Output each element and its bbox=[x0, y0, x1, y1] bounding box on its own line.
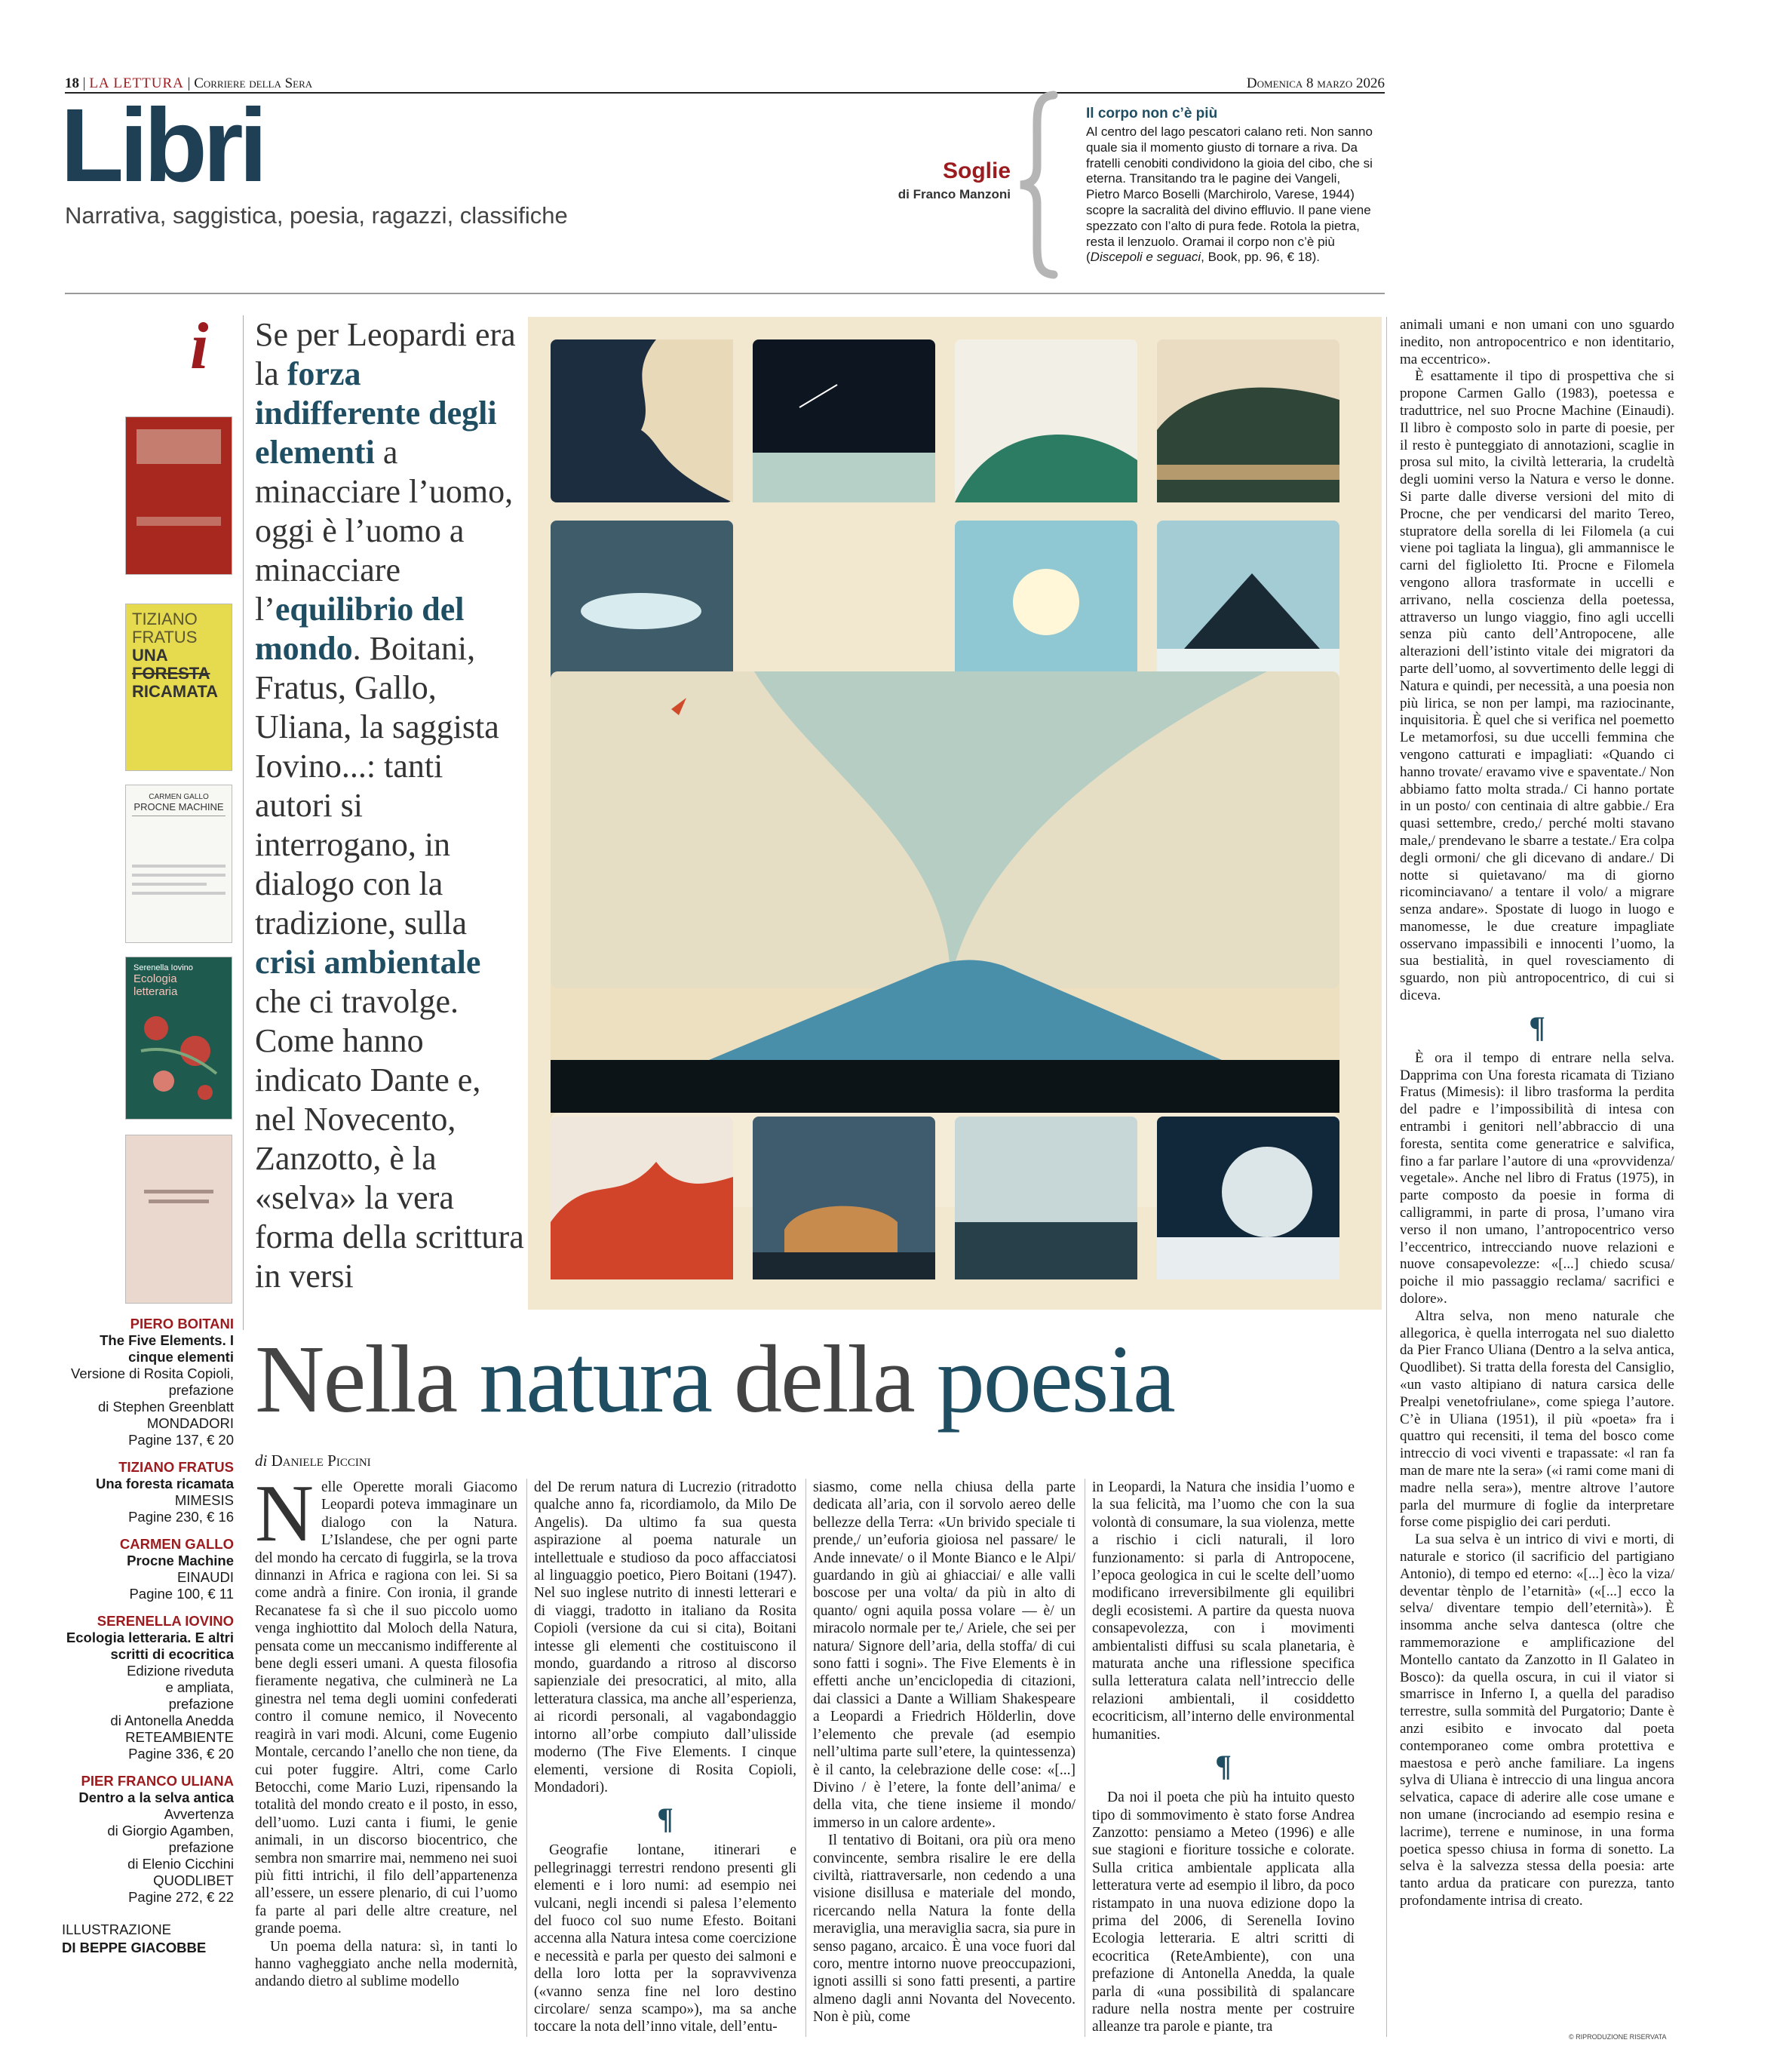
intro-text: Se per Leopardi era la forza indifferente degli elementi a minacciare l’uomo, oggi è l’uomo a minacciare l’equilibrio del mondo. Boitani, Fratus, Gallo, Uliana, la saggista Iovino...: tanti autori si interrogano, in dialogo con la tradizione, sulla crisi ambientale che ci travolge. Come hanno indicato Dante e, nel Novecento, Zanzotto, è la «selva» la vera forma della scrittura in versi bbox=[255, 316, 524, 1295]
tile-forest bbox=[1157, 339, 1339, 502]
header-rule bbox=[65, 293, 1385, 294]
column-divider bbox=[526, 1479, 527, 2037]
article-column-2: del De rerum natura di Lucrezio (ritradotto qualche anno fa, ricordiamolo, da Milo De Angelis). Da ultimo fa sua questa aspirazione al poema naturale un intellettuale e studioso da poco affacciatosi al linguaggio poetico, Piero Boitani (1947). Nel suo inglese nutrito di innesti letterari e di viaggi, tradotto in italiano da Rosita Copioli (versione da cui si cita), Boitani intesse gli elementi che costituiscono il mondo, guardando a ritroso al discorso sapienziale dei presocratici, al mito, alla letteratura classica, ma anche all’esperienza, ai ricordi personali, al vagabondaggio intorno all’orbe compiuto dall’ulisside moderno (The Five Elements. I cinque elementi, versione di Rosita Copioli, Mondadori). ¶ Geografie lontane, itinerari e pellegrinaggi terrestri rendono presenti gli elementi e i loro numi: ad esempio nei vulcani, negli incendi si palesa l’elemento del fuoco col suo nume Efesto. Boitani accenna alla Natura intesa come coercizione e necessità e parla per questo dei salmoni e della loro lotta per la sopravvivenza («vanno senza fine nel loro destino circolare/ senza scampo»), ma sa anche toccare la nota dell’inno vitale, dell’entu- bbox=[534, 1479, 796, 2035]
tile-green-hill bbox=[955, 339, 1137, 502]
column-divider bbox=[243, 315, 244, 1330]
book-cover-boitani bbox=[125, 416, 232, 575]
book-entry: PIERO BOITANI The Five Elements. I cinque elementi Versione di Rosita Copioli, prefazione di Stephen Greenblatt MONDADORI Pagine 137, € 20 bbox=[71, 1316, 234, 1448]
tile-fish bbox=[551, 521, 733, 683]
pilcrow-separator: ¶ bbox=[1215, 1749, 1232, 1783]
page-number: 18 bbox=[65, 75, 79, 91]
column-divider bbox=[805, 1479, 806, 2037]
book-entry: CARMEN GALLO Procne Machine EINAUDI Pagine 100, € 11 bbox=[119, 1536, 234, 1602]
floral-pattern bbox=[133, 998, 224, 1111]
article-column-4: in Leopardi, la Natura che insidia l’uomo e la sua felicità, ma l’uomo che con la sua volontà di consumare, la sua violenza, mette a rischio i cicli naturali, il loro funzionamento: si parla di Antropocene, l’epoca geologica in cui le scelte dell’uomo modificano irreversibilmente gli equilibri degli ecosistemi. A partire da questa nuova consapevolezza, con i movimenti ambientalisti diffusi su scala planetaria, è maturata anche una riflessione specifica sulla letteratura calata nell’intreccio delle relazioni ambientali, il cosiddetto ecocriticism, all’interno delle environmental humanities. ¶ Da noi il poeta che più ha intuito questo tipo di sommovimento è stato forse Andrea Zanzotto: pensiamo a Meteo (1996) e alle sue stagioni e fioriture tossiche e colorate. Sulla critica ambientale applicata alla letteratura verte ad esempio il libro, da poco ristampato in una nuova edizione dopo la prima del 2006, di Serenella Iovino Ecologia letteraria. E altri scritti di ecocritica (ReteAmbiente), con una prefazione di Antonella Anedda, la quale parla di «una possibilità di spalancare radure nella nostra mente per costruire alleanze tra parole e piante, tra bbox=[1092, 1479, 1355, 2035]
article-column-5: animali umani e non umani con uno sguardo inedito, non antropocentrico e non identitario, ma eccentrico». È esattamente il tipo di prospettiva che si propone Carmen Gallo (1983), poetessa e traduttrice, nel suo Procne Machine (Einaudi). Il libro è composto solo in parte di poesie, per il resto è punteggiato di annotazioni, scaglie in prosa sul mito, la civiltà letteraria, la crudeltà degli uomini verso la Natura e verso le donne. Si parte dalle diverse versioni del mito di Procne, che per vendicarsi del marito Tereo, stupratore della sorella di lei Filomela (a cui viene poi tagliata la lingua), gli ammannisce le carni del figlioletto Iti. Procne e Filomela vengono allora trasformate in uccelli e arrivano, nella coscienza della poetessa, attraverso un lungo viaggio, fino agli uccelli senza più canto dell’Antropocene, alle alterazioni dell’istinto vitale dei migratori da parte dell’uomo, al sovvertimento delle leggi di Natura e quindi, per necessità, a una poesia non più lirica, se non per lampi, ma raziocinante, inquisitoria. È quel che si verifica nel poemetto Le metamorfosi, su due uccelli femmina che vengono catturati e impagliati: «Quando ci hanno trovate/ eravamo vive e spaventate./ Non abbiamo fatto molta strada./ Ci hanno portate in un posto/ con centinaia di altre gabbie./ Era quasi settembre, credo,/ perché molti stavano male,/ prendevano le sbarre a testate./ Era colpa degli ormoni/ che gli dicevano di andare./ Di notte si quietavano/ ma di giorno ricominciavano/ a tentare il volo/ a migrare senza andare». Spostate di luogo in luogo e manomesse, le due creature impagliate osservano impassibili e innocenti l’uomo, la sua bestialità, in quel rovesciamento di sguardo, non più antropocentrico, di cui si diceva. ¶ È ora il tempo di entrare nella selva. Dapprima con Una foresta ricamata di Tiziano Fratus (Mimesis): il libro trasforma la perdita del padre e l’impossibilità di intesa con entrambi i genitori nell’abbraccio di una foresta, sentita come generatrice e salvifica, fino a far parlare l’autore di una «provvidenza/ vegetale». Anche nel libro di Fratus (1975), in parte composto da poesie in forma di calligrammi, in parte di prosa, l’umano vira verso il non umano, l’antropocentrico verso l’eccentrico, intrecciando nuove relazioni e nuove consapevolezze: «[...] chiedo scusa/ poiche il mio passaggio reclama/ sacrifici e dolore». Altra selva, non meno naturale che allegorica, è quella interrogata nel suo dialetto da Pier Franco Uliana (Dentro a la selva antica, Quodlibet). Si tratta della foresta del Cansiglio, «un vasto altipiano di natura carsica delle Prealpi venetofriulane», come spiega l’autore. C’è in Uliana (1951), il più «poeta» fra i quattro qui recensiti, il tema del bosco come intreccio di voci viventi e trapassate: «l ran fa man de mare nte la sera» («i rami come mani di madre nella sera»), mentre altrove l’autore parla del murmure di foglie da interpretare forse come pispiglio dei cari perduti. La sua selva è un intrico di vivi e morti, di naturale e storico (il sacrificio del partigiano Antonio), di tempo ed eterno: «[...] èco la viza/ deventar tènplo de l’etarnità» («[...] ecco la selva/ diventare tempio dell’eternità»). È insomma anche selva dantesca (oltre che rammemorazione e amplificazione del Montello cantato da Zanzotto in Il Galateo in Bosco): da quella oscura, in cui il viator si smarrisce in Inferno I, a quella del paradiso terrestre, sulla sommità del Purgatorio; Dante è anzi esibito e invocato dal poeta contemporaneo come ombra protettiva e maestosa e però anche familiare. La ingens sylva di Uliana è intreccio di una lingua ancora selvatica, capace di aderire alle cose umane e non umane (incrociando ad esempio resina e lacrime), terrene e numinose, in una forma poetica spesso chiusa in forma di sonetto. La selva è la salvezza stessa della poesia: arte tanto ardua da praticare con purezza, tanto profondamente intrisa di creato. bbox=[1400, 317, 1674, 1909]
tile-sun bbox=[955, 521, 1137, 683]
tile-moon bbox=[1157, 1117, 1339, 1279]
cover-illustration bbox=[528, 317, 1382, 1310]
soglie-title: Il corpo non c’è più bbox=[1086, 106, 1218, 121]
book-cover-uliana bbox=[125, 1135, 232, 1304]
tile-volcano-small bbox=[1157, 521, 1339, 683]
issue-date: Domenica 8 marzo 2026 bbox=[1246, 75, 1385, 91]
soglie-book-title: Discepoli e seguaci bbox=[1090, 250, 1201, 265]
book-entry: SERENELLA IOVINO Ecologia letteraria. E altri scritti di ecocritica Edizione riveduta e ampliata, prefazione di Antonella Anedda RETEAMBIENTE Pagine 336, € 20 bbox=[66, 1613, 234, 1762]
running-head: 18 | LA LETTURA | Corriere della Sera Domenica 8 marzo 2026 bbox=[65, 75, 1385, 94]
curly-brace-decoration bbox=[1014, 91, 1067, 279]
byline: di Daniele Piccini bbox=[255, 1451, 371, 1470]
copyright-notice: © RIPRODUZIONE RISERVATA bbox=[1569, 2033, 1667, 2041]
page-subtitle: Narrativa, saggistica, poesia, ragazzi, classifiche bbox=[65, 202, 568, 229]
column-divider bbox=[1386, 317, 1387, 2037]
tile-bear bbox=[753, 1117, 935, 1279]
tile-profile bbox=[551, 339, 733, 502]
tile-night-sky bbox=[753, 339, 935, 502]
drop-cap: N bbox=[255, 1479, 314, 1559]
book-cover-fratus: TIZIANO FRATUS UNA FORESTA RICAMATA bbox=[125, 604, 232, 771]
newspaper-name: Corriere della Sera bbox=[194, 75, 313, 91]
tile-fire bbox=[551, 1117, 733, 1279]
book-cover-gallo: CARMEN GALLO PROCNE MACHINE bbox=[125, 785, 232, 943]
book-list bbox=[62, 1316, 234, 1957]
pilcrow-separator: ¶ bbox=[1529, 1009, 1545, 1044]
article-column-1: Nelle Operette morali Giacomo Leopardi poteva immaginare un dialogo con la Natura. L’Islandese, che per ogni parte del mondo ha cercato di fuggirla, se la trova dinnanzi in Africa e ragiona con lei. Si sa come andrà a finire. Con ironia, il grande Recanatese fa sì che il suo piccolo uomo venga inghiottito dal Moloch della Natura, pensata come un meccanismo indifferente al bene degli esseri umani. A questa filosofia fieramente negativa, che culminerà ne La ginestra nel tema degli uomini confederati contro il comune nemico, il Novecento reagirà in vari modi. Alcuni, come Eugenio Montale, cercando l’anello che non tiene, da cui poter fuggire. Altri, come Carlo Betocchi, come Mario Luzi, ripensando la totalità del mondo creato e il posto, in esso, dell’uomo. Luzi canta i fiumi, le genie animali, in un discorso biocentrico, che sembra non smarrire mai, nemmeno nei suoi più fitti intrichi, il filo dell’appartenenza all’essere, un essere plenario, di cui l’uomo fa parte al pari delle altre creature, nel grande poema. Un poema della natura: sì, in tanti lo hanno vagheggiato anche nella modernità, andando dietro al sublime modello bbox=[255, 1479, 517, 1990]
article-headline: Nella natura della poesia bbox=[255, 1326, 1174, 1433]
tile-sky-gradient bbox=[955, 1117, 1137, 1279]
book-entry: PIER FRANCO ULIANA Dentro a la selva antica Avvertenza di Giorgio Agamben, prefazione di Elenio Cicchini QUODLIBET Pagine 272, € 22 bbox=[78, 1773, 234, 1905]
book-entry: TIZIANO FRATUS Una foresta ricamata MIMESIS Pagine 230, € 16 bbox=[95, 1459, 234, 1525]
illustration-credit: ILLUSTRAZIONE DI BEPPE GIACOBBE bbox=[62, 1921, 207, 1955]
soglie-author: di Franco Manzoni bbox=[898, 187, 1011, 201]
soglie-rubric: Soglie bbox=[942, 158, 1011, 183]
intro-initial: i bbox=[190, 310, 209, 383]
book-cover-iovino: Serenella Iovino Ecologia letteraria bbox=[125, 957, 232, 1120]
page-title: Libri bbox=[60, 88, 263, 204]
pilcrow-separator: ¶ bbox=[657, 1802, 674, 1836]
soglie-text: Al centro del lago pescatori calano reti. Non sanno quale sia il momento giusto di tornare a riva. Da fratelli cenobiti condividono la gioia del cibo, che si eterna. Transitando tra le pagine dei Vangeli, Pietro Marco Boselli (Marchirolo, Varese, 1944) scopre la sacralità del divino effluvio. Il pane viene spezzato con l’alto di pura fede. Rotola la pietra, resta il lenzuolo. Oramai il corpo non c’è più (Discepoli e seguaci, Book, pp. 96, € 18). bbox=[1086, 124, 1373, 265]
section-name: LA LETTURA bbox=[89, 75, 184, 91]
article-column-3: siasmo, come nella chiusa della parte dedicata all’aria, con il sorvolo aereo delle bellezze della Terra: «Un brivido speciale ti prende,/ un’euforia gioiosa nel passare/ le Ande innevate/ o il Monte Bianco e le Alpi/ guardando in giù ai ghiacciai/ e alle valli boscose per una volta/ da più in alto di quanto/ ogni aquila possa volare — è/ un miracolo normale per te,/ Ariele, che sei per natura/ Signore dell’aria, della stoffa/ di cui sono fatti i sogni». The Five Elements è in effetti anche un’enciclopedia di citazioni, dai classici a Dante a William Shakespeare a Leopardi a Friedrich Hölderlin, dove l’elemento che prevale (ad esempio nell’ultima parte sull’etere, la quintessenza) è il canto, la celebrazione delle cose: «[...] Divino / è l’etere, la fonte dell’anima/ e della vita, che tiene insieme il mondo/ immerso in un calore ardente». Il tentativo di Boitani, ora più ora meno convincente, sembra risalire le ere della civiltà, riattraversarle, non cedendo a una visione disillusa e materiale del mondo, ricercando nella Natura la fonte della meraviglia, una meraviglia sacra, sia pure in senso pagano, arcaico. È una voce fuori dal coro, mentre intorno nuove preoccupazioni, ignoti assilli si sono fatti presenti, a partire almeno dagli anni Novanta del Novecento. Non è più, come bbox=[813, 1479, 1076, 2026]
